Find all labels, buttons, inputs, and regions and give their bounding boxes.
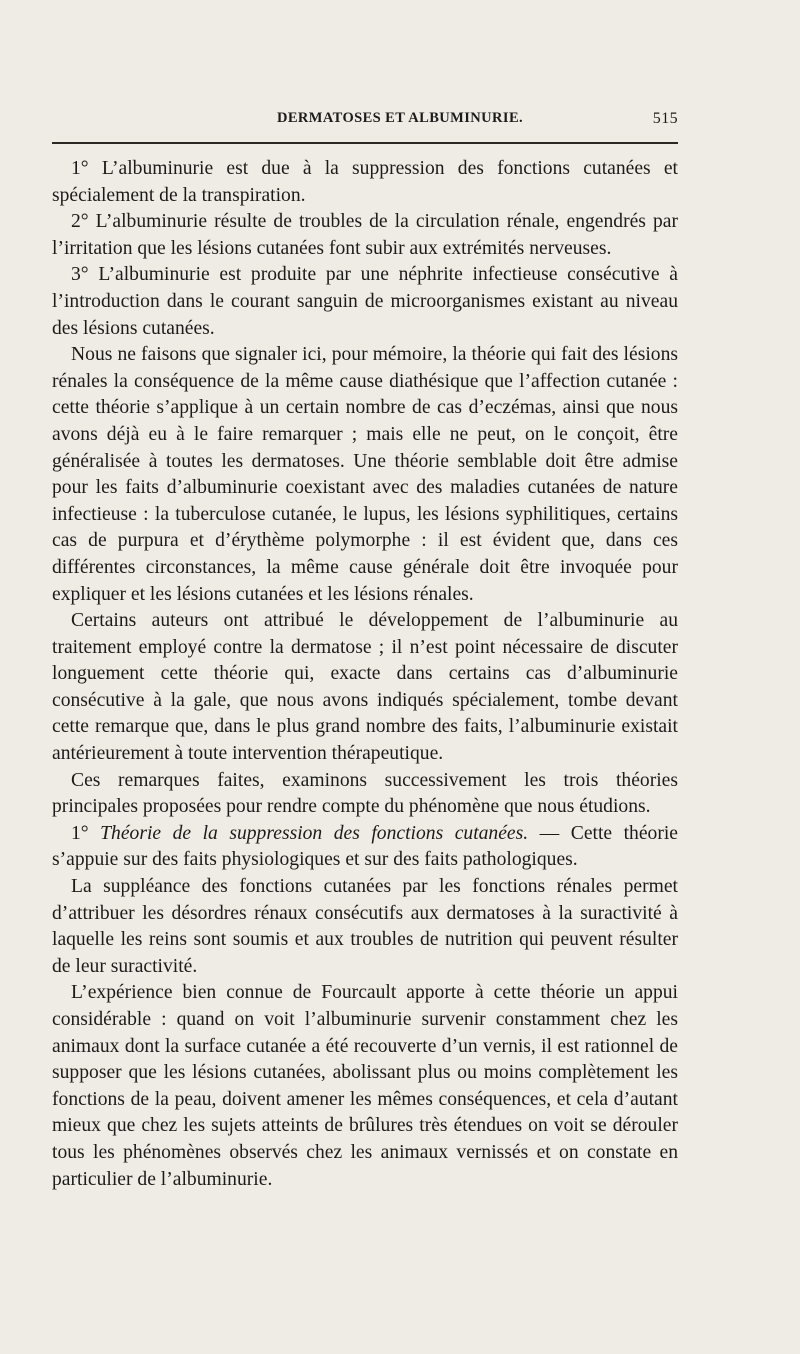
page-number: 515: [652, 110, 678, 127]
paragraph: Ces remarques faites, examinons successivement les trois théories principales proposées pour rendre compte du phénomène que nous étudions.: [52, 769, 678, 818]
section-text: — Cette théorie s’appuie sur des faits physiologiques et sur des faits pathologiques.: [52, 822, 679, 871]
paragraph: La suppléance des fonctions cutanées par les fonctions rénales permet d’attribuer les désordres rénaux consécutifs aux dermatoses à la suractivité à laquelle les reins sont soumis et aux troubles de nutrition qui peuvent résulter de leur suractivité.: [52, 876, 678, 977]
running-title: DERMATOSES ET ALBUMINURIE.: [276, 110, 524, 126]
section-paragraph: [52, 821, 678, 874]
paragraph: 2° L’albuminurie résulte de troubles de la circulation rénale, engendrés par l’irritation que les lésions cutanées font subir aux extrémités nerveuses.: [52, 211, 678, 259]
section-title: Théorie de la suppression des fonctions cutanées.: [100, 822, 529, 844]
paragraph: Certains auteurs ont attribué le développement de l’albuminurie au traitement employé contre la dermatose ; il n’est point nécessaire de discuter longuement cette théorie qui, exacte dans certains cas d’albuminurie consécutive à la gale, que nous avons indiqués spécialement, tombe devant cette remarque que, dans le plus grand nombre des faits, l’albuminurie existait antérieurement à toute intervention thérapeutique.: [52, 610, 678, 765]
paragraph: L’expérience bien connue de Fourcault apporte à cette théorie un appui considérable : quand on voit l’albuminurie survenir constamment chez les animaux dont la surface cutanée a été recouverte d’un vernis, il est rationnel de supposer que les lésions cutanées, abolissant plus ou moins complètement les fonctions de la peau, doivent amener les mêmes conséquences, et cela d’autant mieux que chez les sujets atteints de brûlures très étendues on voit se dérouler tous les phénomènes observés chez les animaux vernissés et on constate en particulier de l’albuminurie.: [52, 982, 678, 1190]
running-head: [52, 102, 678, 128]
header-rule: [52, 142, 678, 144]
section-number: 1°: [71, 822, 101, 844]
body-text: [52, 156, 678, 1193]
paragraph: 3° L’albuminurie est produite par une néphrite infectieuse consécutive à l’introduction dans le courant sanguin de microorganismes existant au niveau des lésions cutanées.: [52, 264, 678, 339]
paragraph: 1° L’albuminurie est due à la suppression des fonctions cutanées et spécialement de la transpiration.: [52, 158, 678, 206]
paragraph: Nous ne faisons que signaler ici, pour mémoire, la théorie qui fait des lésions rénales la conséquence de la même cause diathésique que l’affection cutanée : cette théorie s’applique à un certain nombre de cas d’eczémas, ainsi que nous avons déjà eu à le faire remarquer ; mais elle ne peut, on le conçoit, être généralisée à toutes les dermatoses. Une théorie semblable doit être admise pour les faits d’albuminurie coexistant avec des maladies cutanées de nature infectieuse : la tuberculose cutanée, le lupus, les lésions syphilitiques, certains cas de purpura et d’érythème polymorphe : il est évident que, dans ces différentes circonstances, la même cause générale doit être invoquée pour expliquer et les lésions cutanées et les lésions rénales.: [52, 344, 678, 605]
